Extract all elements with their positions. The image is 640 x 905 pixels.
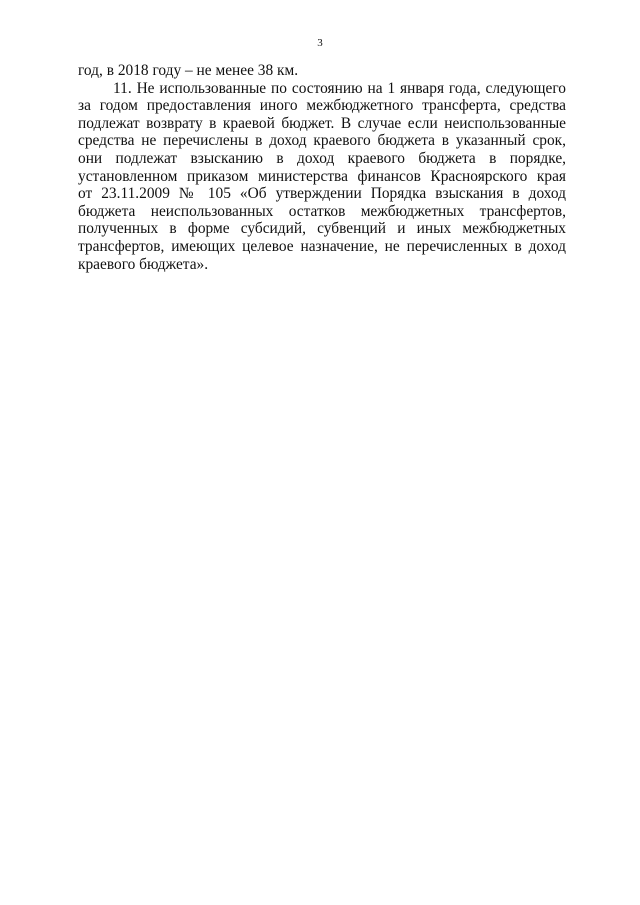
text-line: бюджета неиспользованных остатков межбюджетных трансфертов, <box>78 202 566 220</box>
paragraph-11-first-line: 11. Не использованные по состоянию на 1 января года, следующего <box>113 79 566 97</box>
text-line: средства не перечислены в доход краевого бюджета в указанный срок, <box>78 132 566 150</box>
document-body <box>78 62 566 273</box>
text-line: трансфертов, имеющих целевое назначение, не перечисленных в доход <box>78 237 566 255</box>
text-line: установленном приказом министерства финансов Красноярского края <box>78 167 566 185</box>
page-number: 3 <box>317 37 323 49</box>
text-line: они подлежат взысканию в доход краевого бюджета в порядке, <box>78 149 566 167</box>
paragraph-last-line: краевого бюджета». <box>78 255 209 273</box>
text-line: за годом предоставления иного межбюджетного трансферта, средства <box>78 97 566 115</box>
text-line: полученных в форме субсидий, субвенций и иных межбюджетных <box>78 220 566 238</box>
text-line: год, в 2018 году – не менее 38 км. <box>78 62 299 79</box>
text-line: от 23.11.2009 № 105 «Об утверждении Порядка взыскания в доход <box>78 185 566 203</box>
text-line: подлежат возврату в краевой бюджет. В случае если неиспользованные <box>78 114 566 132</box>
